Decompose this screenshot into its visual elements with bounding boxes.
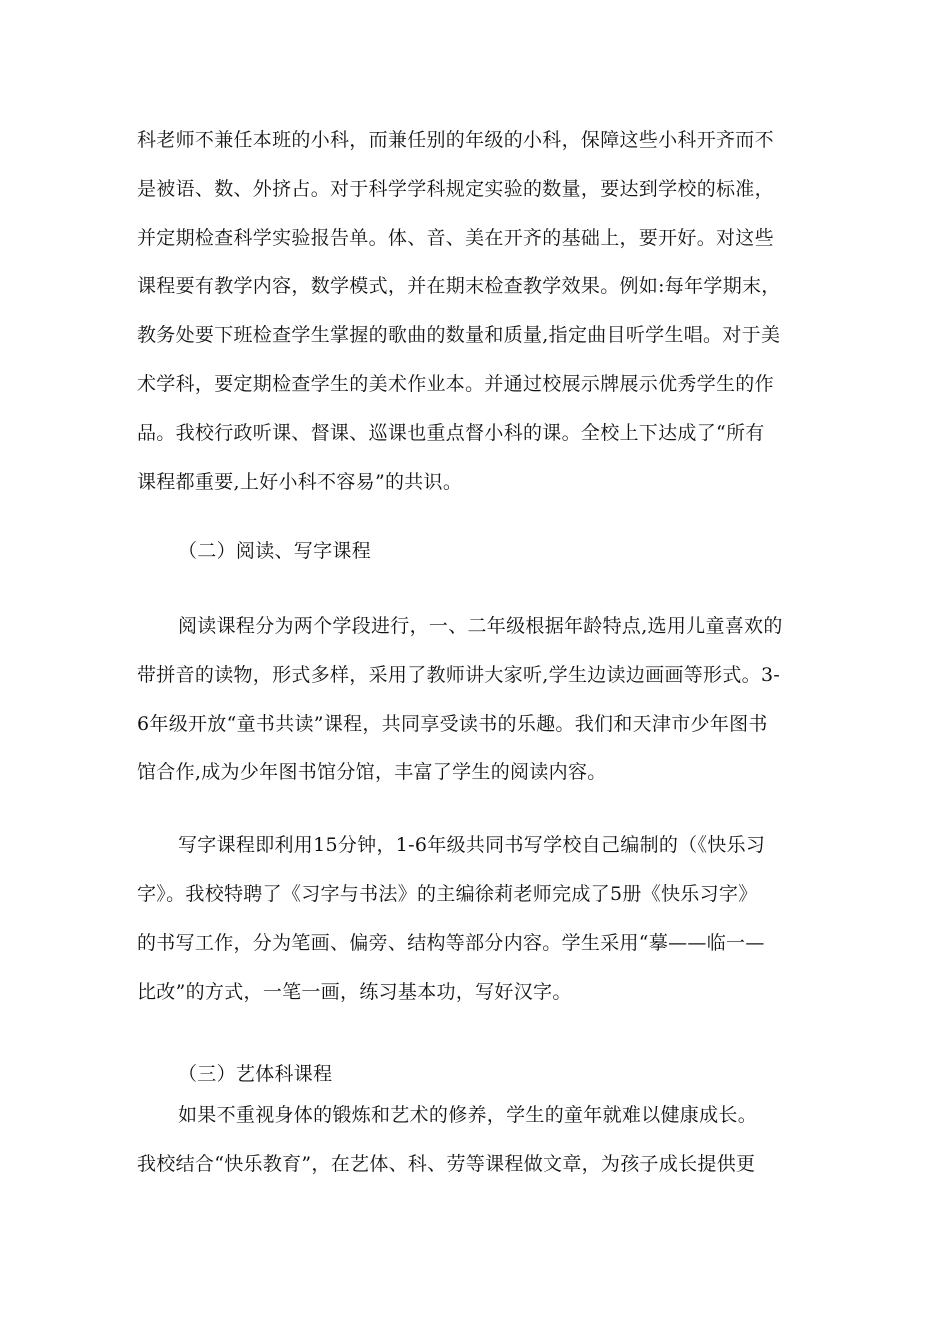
paragraph-2-line-3: 6年级开放“童书共读”课程，共同享受读书的乐趣。我们和天津市少年图书 <box>137 713 768 735</box>
paragraph-3-line-2: 字》。我校特聘了《习字与书法》的主编徐莉老师完成了5册《快乐习字》 <box>137 883 758 905</box>
paragraph-3-line-3: 的书写工作，分为笔画、偏旁、结构等部分内容。学生采用“摹——临一— <box>137 932 765 954</box>
paragraph-4-line-2: 我校结合“快乐教育”，在艺体、科、劳等课程做文章，为孩子成长提供更 <box>137 1153 756 1175</box>
paragraph-2-line-4: 馆合作,成为少年图书馆分馆，丰富了学生的阅读内容。 <box>137 761 607 783</box>
section-heading-arts-sports: （三）艺体科课程 <box>178 1063 333 1085</box>
paragraph-3-line-4: 比改”的方式，一笔一画，练习基本功，写好汉字。 <box>137 981 572 1003</box>
paragraph-1-line-1: 科老师不兼任本班的小科，而兼任别的年级的小科，保障这些小科开齐而不 <box>137 129 774 151</box>
section-heading-reading-writing: （二）阅读、写字课程 <box>178 540 372 562</box>
paragraph-2-line-2: 带拼音的读物，形式多样，采用了教师讲大家听,学生边读边画画等形式。3- <box>137 664 781 686</box>
paragraph-1-line-8: 课程都重要,上好小科不容易”的共识。 <box>137 471 463 493</box>
paragraph-3-line-1: 写字课程即利用15分钟，1-6年级共同书写学校自己编制的（《快乐习 <box>178 834 766 856</box>
paragraph-1-line-6: 术学科，要定期检查学生的美术作业本。并通过校展示牌展示优秀学生的作 <box>137 373 774 395</box>
paragraph-2-line-1: 阅读课程分为两个学段进行，一、二年级根据年龄特点,选用儿童喜欢的 <box>178 615 783 637</box>
paragraph-1-line-4: 课程要有教学内容，数学模式，并在期末检查教学效果。例如:每年学期末， <box>137 275 781 297</box>
paragraph-4-line-1: 如果不重视身体的锻炼和艺术的修养，学生的童年就难以健康成长。 <box>178 1104 758 1126</box>
paragraph-1-line-3: 并定期检查科学实验报告单。体、音、美在开齐的基础上，要开好。对这些 <box>137 227 774 249</box>
paragraph-1-line-5: 教务处要下班检查学生掌握的歌曲的数量和质量,指定曲目听学生唱。对于美 <box>137 324 781 346</box>
paragraph-1-line-7: 品。我校行政听课、督课、巡课也重点督小科的课。全校上下达成了“所有 <box>137 422 765 444</box>
paragraph-1-line-2: 是被语、数、外挤占。对于科学学科规定实验的数量，要达到学校的标准， <box>137 178 774 200</box>
